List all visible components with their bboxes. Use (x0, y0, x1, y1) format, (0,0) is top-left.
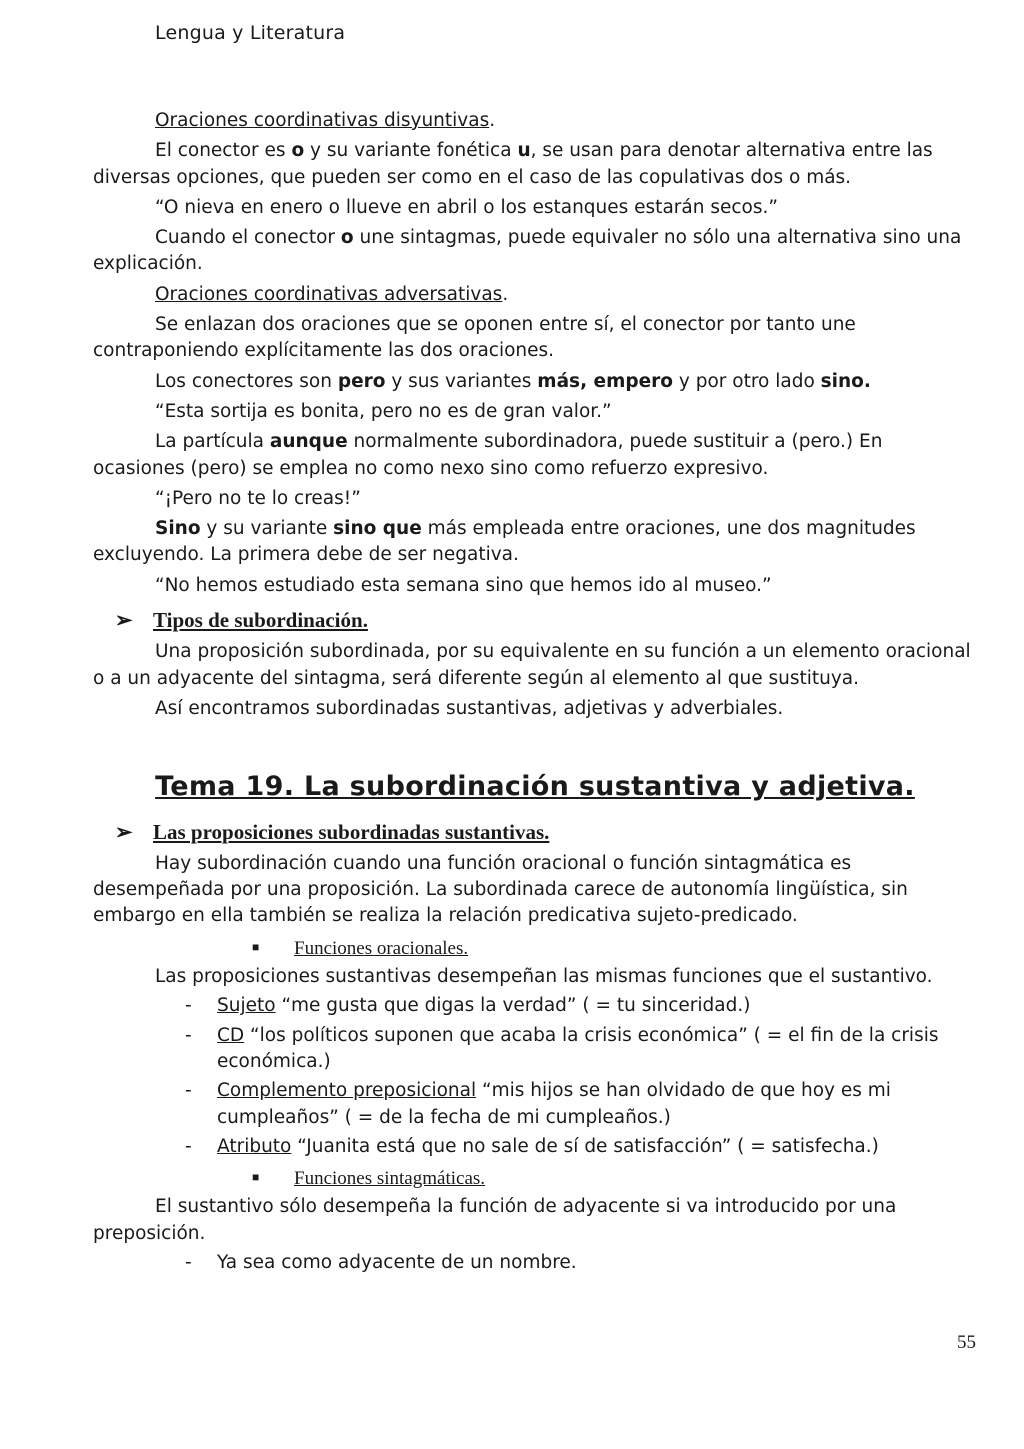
heading-subordinadas-sustantivas: ➢ Las proposiciones subordinadas sustantivas. (115, 819, 550, 844)
arrow-bullet-icon: ➢ (115, 819, 133, 844)
paragraph: Así encontramos subordinadas sustantivas, adjetivas y adverbiales. (155, 697, 784, 719)
square-bullet-icon: ■ (252, 939, 260, 954)
paragraph: Sino y su variante sino que más empleada entre oraciones, une dos magnitudes excluyendo. La primera debe de ser negativa. (93, 518, 916, 566)
list-item: - Sujeto “me gusta que digas la verdad” ( = tu sinceridad.) (93, 993, 977, 1019)
paragraph: Los conectores son pero y sus variantes más, empero y por otro lado sino. (155, 370, 871, 392)
dash-bullet: - (185, 1080, 192, 1102)
heading-tipos-subordinacion: ➢ Tipos de subordinación. (115, 608, 368, 633)
document-body (93, 108, 977, 1279)
example-quote: “O nieva en enero o llueve en abril o los estanques estarán secos.” (155, 196, 778, 218)
paragraph: El sustantivo sólo desempeña la función de adyacente si va introducido por una preposición. (93, 1196, 897, 1244)
square-bullet-icon: ■ (252, 1170, 260, 1185)
subheading-funciones-oracionales: ■ Funciones oracionales. (93, 934, 977, 962)
paragraph: Cuando el conector o une sintagmas, puede equivaler no sólo una alternativa sino una explicación. (93, 227, 962, 275)
section-title-adversativas: Oraciones coordinativas adversativas. (155, 283, 509, 305)
example-quote: “Esta sortija es bonita, pero no es de gran valor.” (155, 400, 612, 422)
paragraph: Hay subordinación cuando una función oracional o función sintagmática es desempeñada por una proposición. La subordinada carece de autonomía lingüística, sin embargo en ella también se realiza la relación predicativa sujeto-predicado. (93, 852, 908, 927)
running-header: Lengua y Literatura (155, 22, 346, 44)
example-quote: “No hemos estudiado esta semana sino que hemos ido al museo.” (155, 574, 772, 596)
example-quote: “¡Pero no te lo creas!” (155, 487, 361, 509)
paragraph: Se enlazan dos oraciones que se oponen entre sí, el conector por tanto une contraponiendo explícitamente las dos oraciones. (93, 314, 856, 362)
list-item: - Atributo “Juanita está que no sale de sí de satisfacción” ( = satisfecha.) (93, 1134, 977, 1160)
section-title-disyuntivas: Oraciones coordinativas disyuntivas. (155, 110, 496, 131)
chapter-title: Tema 19. La subordinación sustantiva y adjetiva. (155, 771, 915, 803)
page-number: 55 (957, 1332, 976, 1353)
paragraph: Las proposiciones sustantivas desempeñan las mismas funciones que el sustantivo. (155, 966, 933, 988)
paragraph: La partícula aunque normalmente subordinadora, puede sustituir a (pero.) En ocasiones (pero) se emplea no como nexo sino como refuerzo expresivo. (93, 431, 883, 479)
list-item: - CD “los políticos suponen que acaba la crisis económica” ( = el fin de la crisis económica.) (185, 1024, 939, 1072)
dash-bullet: - (185, 1251, 192, 1273)
list-item: - Complemento preposicional “mis hijos se han olvidado de que hoy es mi cumpleaños” ( = de la fecha de mi cumpleaños.) (185, 1080, 891, 1128)
list-item: - Ya sea como adyacente de un nombre. (93, 1250, 977, 1276)
dash-bullet: - (185, 1135, 192, 1157)
paragraph: Una proposición subordinada, por su equivalente en su función a un elemento oracional o a un adyacente del sintagma, será diferente según al elemento al que sustituya. (93, 641, 971, 689)
paragraph: El conector es o y su variante fonética u, se usan para denotar alternativa entre las diversas opciones, que pueden ser como en el caso de las copulativas dos o más. (93, 140, 933, 188)
dash-bullet: - (185, 995, 192, 1017)
dash-bullet: - (185, 1024, 192, 1046)
subheading-funciones-sintagmaticas: ■ Funciones sintagmáticas. (93, 1164, 977, 1192)
arrow-bullet-icon: ➢ (115, 608, 133, 633)
